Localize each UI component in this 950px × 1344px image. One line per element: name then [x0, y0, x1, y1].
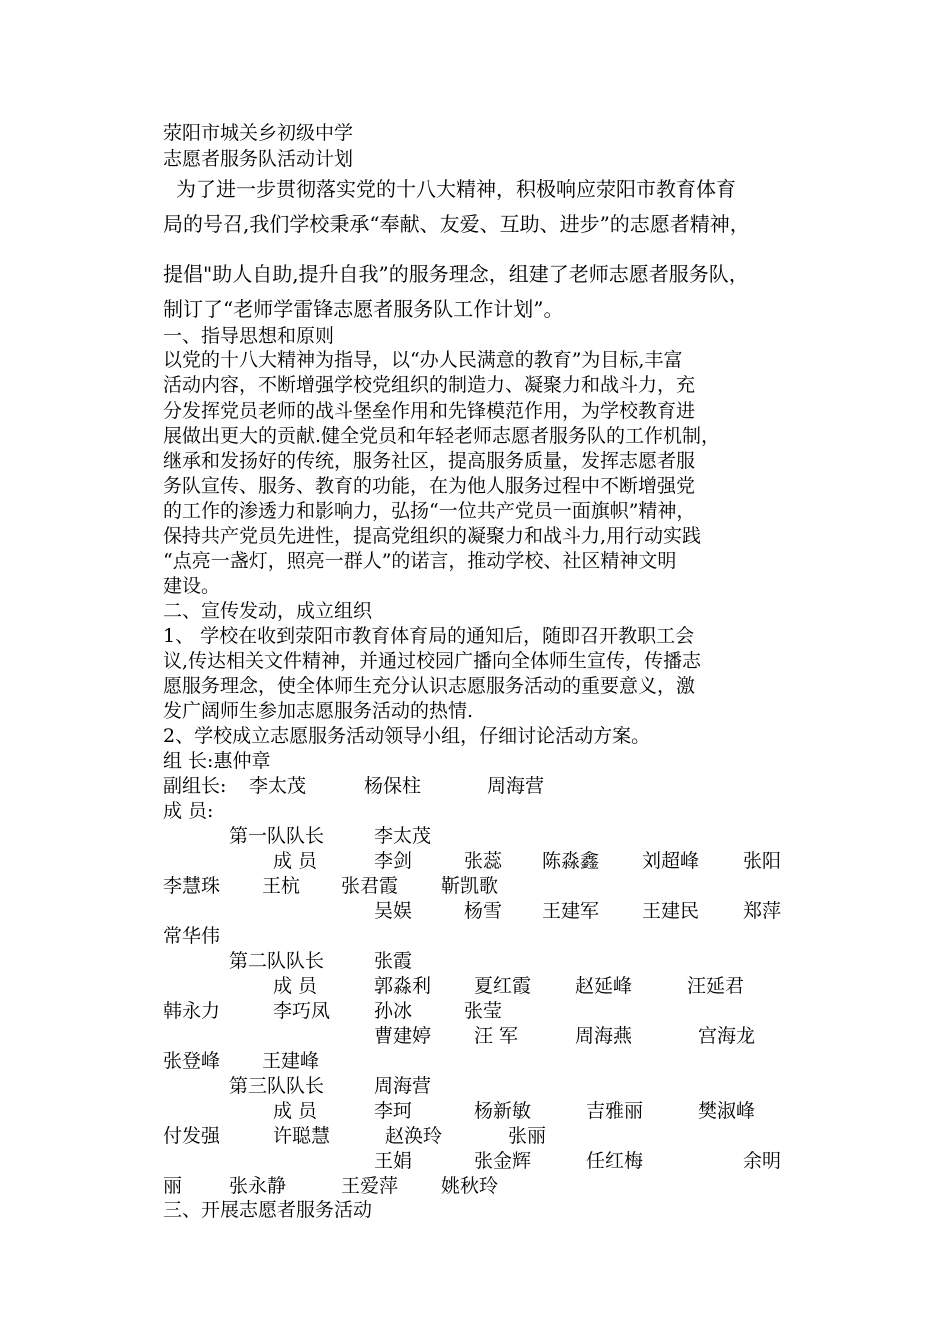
- member-name: 吉雅丽: [586, 1100, 644, 1122]
- paragraph-line: 务队宣传、服务、教育的功能，在为他人服务过程中不断增强党: [163, 475, 696, 497]
- paragraph-line: 2、学校成立志愿服务活动领导小组，仔细讨论活动方案。: [163, 725, 651, 747]
- member-name: 丽: [163, 1175, 183, 1197]
- member-name: 王建民: [642, 900, 700, 922]
- paragraph-line: 的工作的渗透力和影响力，弘扬“一位共产党员一面旗帜”精神，: [163, 500, 696, 522]
- member-name: 余明: [743, 1150, 782, 1172]
- member-name: 赵延峰: [575, 975, 633, 997]
- member-name: 王爱萍: [341, 1175, 399, 1197]
- member-name: 张永静: [229, 1175, 287, 1197]
- member-name: 王建军: [542, 900, 600, 922]
- paragraph-line: 建设。: [163, 575, 221, 597]
- member-name: 郑萍: [743, 900, 782, 922]
- member-name: 张丽: [508, 1125, 547, 1147]
- member-name: 张金辉: [474, 1150, 532, 1172]
- member-name: 张登峰: [163, 1050, 221, 1072]
- group-leader-line: 组 长:惠仲章: [163, 750, 271, 772]
- team-leader-name: 李太茂: [374, 825, 432, 847]
- member-name: 李太茂: [249, 775, 307, 797]
- member-label: 成 员: [273, 850, 318, 872]
- deputy-label: 副组长:: [163, 775, 227, 797]
- school-name: 荥阳市城关乡初级中学: [163, 122, 354, 144]
- member-name: 汪延君: [687, 975, 745, 997]
- team-leader-label: 第二队队长: [229, 950, 325, 972]
- member-name: 许聪慧: [273, 1125, 331, 1147]
- member-name: 张君霞: [341, 875, 399, 897]
- member-name: 张蕊: [464, 850, 503, 872]
- member-name: 李巧凤: [273, 1000, 331, 1022]
- members-label: 成 员:: [163, 800, 214, 822]
- paragraph-line: 发广阔师生参加志愿服务活动的热情.: [163, 700, 474, 722]
- paragraph-line: 继承和发扬好的传统，服务社区，提高服务质量，发挥志愿者服: [163, 450, 696, 472]
- intro-line: 提倡"助人自助,提升自我”的服务理念，组建了老师志愿者服务队，: [163, 262, 749, 286]
- member-name: 刘超峰: [642, 850, 700, 872]
- member-label: 成 员: [273, 975, 318, 997]
- member-name: 夏红霞: [474, 975, 532, 997]
- member-name: 郭淼利: [374, 975, 432, 997]
- member-name: 周海营: [487, 775, 545, 797]
- member-name: 王建峰: [262, 1050, 320, 1072]
- member-name: 付发强: [163, 1125, 221, 1147]
- member-name: 孙冰: [374, 1000, 413, 1022]
- member-name: 吴娱: [374, 900, 413, 922]
- member-name: 姚秋玲: [441, 1175, 499, 1197]
- team-leader-name: 周海营: [374, 1075, 432, 1097]
- member-name: 杨雪: [464, 900, 503, 922]
- member-name: 周海燕: [575, 1025, 633, 1047]
- paragraph-line: 活动内容，不断增强学校党组织的制造力、凝聚力和战斗力，充: [163, 374, 696, 396]
- team-leader-label: 第一队队长: [229, 825, 325, 847]
- member-name: 李慧珠: [163, 875, 221, 897]
- member-name: 陈淼鑫: [542, 850, 600, 872]
- section-heading: 二、宣传发动，成立组织: [163, 600, 373, 622]
- member-name: 汪 军: [474, 1025, 519, 1047]
- member-name: 张莹: [464, 1000, 503, 1022]
- intro-line: 局的号召,我们学校秉承“奉献、友爱、互助、进步”的志愿者精神，: [163, 212, 750, 236]
- paragraph-line: 议,传达相关文件精神，并通过校园广播向全体师生宣传，传播志: [163, 650, 702, 672]
- member-name: 赵涣玲: [385, 1125, 443, 1147]
- intro-line: 制订了“老师学雷锋志愿者服务队工作计划”。: [163, 297, 564, 321]
- member-name: 李珂: [374, 1100, 413, 1122]
- member-name: 靳凯歌: [441, 875, 499, 897]
- intro-line: 为了进一步贯彻落实党的十八大精神，积极响应荥阳市教育体育: [176, 177, 736, 201]
- member-label: 成 员: [273, 1100, 318, 1122]
- member-name: 常华伟: [163, 925, 221, 947]
- section-heading: 一、指导思想和原则: [163, 325, 335, 347]
- team-leader-label: 第三队队长: [229, 1075, 325, 1097]
- member-name: 任红梅: [586, 1150, 644, 1172]
- section-heading: 三、开展志愿者服务活动: [163, 1199, 373, 1221]
- member-name: 杨保柱: [364, 775, 422, 797]
- team-leader-name: 张霞: [374, 950, 413, 972]
- paragraph-line: 分发挥党员老师的战斗堡垒作用和先锋模范作用，为学校教育进: [163, 400, 696, 422]
- member-name: 宫海龙: [698, 1025, 756, 1047]
- document-title: 志愿者服务队活动计划: [163, 148, 354, 170]
- paragraph-line: 1、 学校在收到荥阳市教育体育局的通知后，随即召开教职工会: [163, 625, 695, 647]
- member-name: 张阳: [743, 850, 782, 872]
- member-name: 曹建婷: [374, 1025, 432, 1047]
- member-name: 王杭: [262, 875, 301, 897]
- paragraph-line: 以党的十八大精神为指导，以“办人民满意的教育”为目标,丰富: [163, 349, 683, 371]
- member-name: 王娟: [374, 1150, 413, 1172]
- member-name: 樊淑峰: [698, 1100, 756, 1122]
- member-name: 韩永力: [163, 1000, 221, 1022]
- member-name: 杨新敏: [474, 1100, 532, 1122]
- paragraph-line: “点亮一盏灯，照亮一群人”的诺言，推动学校、社区精神文明: [163, 550, 677, 572]
- paragraph-line: 愿服务理念，使全体师生充分认识志愿服务活动的重要意义，激: [163, 675, 696, 697]
- paragraph-line: 保持共产党员先进性，提高党组织的凝聚力和战斗力,用行动实践: [163, 525, 702, 547]
- paragraph-line: 展做出更大的贡献.健全党员和年轻老师志愿者服务队的工作机制，: [163, 425, 721, 447]
- member-name: 李剑: [374, 850, 413, 872]
